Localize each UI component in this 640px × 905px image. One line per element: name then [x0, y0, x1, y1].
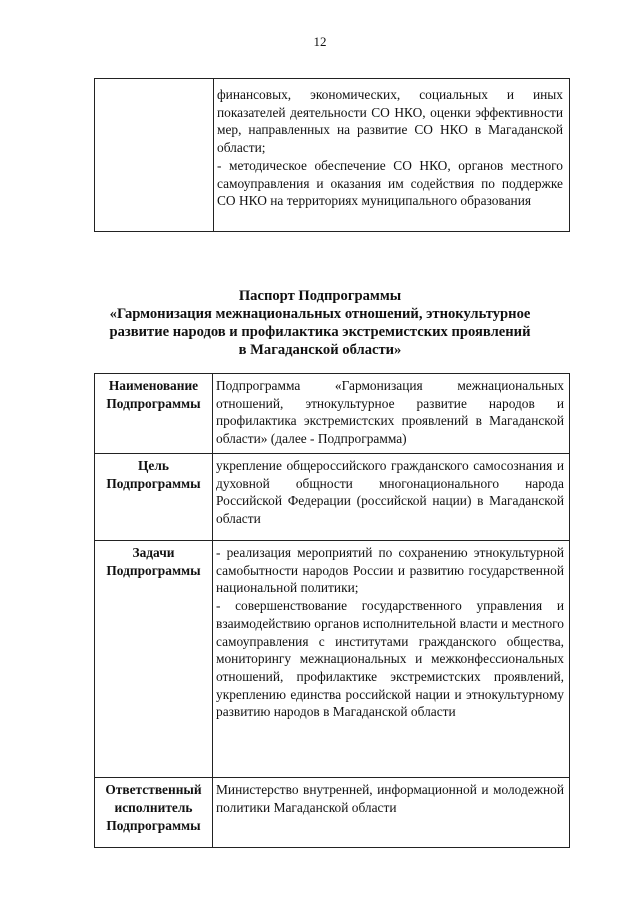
row-value-tasks	[213, 541, 570, 778]
row-label-tasks: Задачи Подпрограммы	[95, 541, 213, 778]
passport-title-line-1: Паспорт Подпрограммы	[238, 288, 402, 304]
subprogram-name-text: Подпрограмма «Гармонизация межнациональных отношений, этнокультурное развитие народов и профилактика экстремистских проявлений в Магаданской области» (далее - Подпрограмма)	[216, 378, 564, 447]
row-value-goal	[213, 454, 570, 541]
passport-title-line-3: развитие народов и профилактика экстремистских проявлений	[109, 324, 531, 340]
table-row	[95, 374, 570, 454]
row-label-goal: Цель Подпрограммы	[95, 454, 213, 541]
table-row	[95, 778, 570, 848]
table-row	[95, 541, 570, 778]
table-row	[95, 454, 570, 541]
responsible-executor-text: Министерство внутренней, информационной и молодежной политики Магаданской области	[216, 782, 564, 815]
task-item-1: - реализация мероприятий по сохранению этнокультурной самобытности народов России и развитию государственной национальной политики;	[216, 545, 564, 596]
row-label-name: Наименование Подпрограммы	[95, 374, 213, 454]
task-item-2: - совершенствование государственного управления и взаимодействию органов исполнительной власти и местного самоуправления с институтами гражданского общества, мониторингу межнациональных и межконфессиональных отношений, профилактике экстремистских проявлений, укреплению единства российской нации и этнокультурному развитию народов в Магаданской области	[216, 598, 564, 720]
passport-title-line-2: «Гармонизация межнациональных отношений, этнокультурное	[109, 306, 531, 322]
passport-table	[94, 373, 570, 848]
passport-title-line-4: в Магаданской области»	[238, 342, 402, 358]
continuation-paragraph-2: - методическое обеспечение СО НКО, органов местного самоуправления и оказания им содействия по поддержке СО НКО на территориях муниципального образования	[217, 157, 563, 209]
passport-title	[60, 287, 580, 359]
row-label-responsible: Ответственный исполнитель Подпрограммы	[95, 778, 213, 848]
row-value-name	[213, 374, 570, 454]
row-value-responsible	[213, 778, 570, 848]
continuation-value-cell	[214, 79, 569, 231]
continuation-label-cell	[95, 79, 214, 231]
continuation-paragraph-1: финансовых, экономических, социальных и иных показателей деятельности СО НКО, оценки эффективности мер, направленных на развитие СО НКО в Магаданской области;	[217, 87, 563, 156]
subprogram-goal-text: укрепление общероссийского гражданского самосознания и духовной общности многонационального народа Российской Федерации (российской нации) в Магаданской области	[216, 458, 564, 527]
continuation-table	[94, 78, 570, 232]
page-number: 12	[313, 34, 327, 49]
